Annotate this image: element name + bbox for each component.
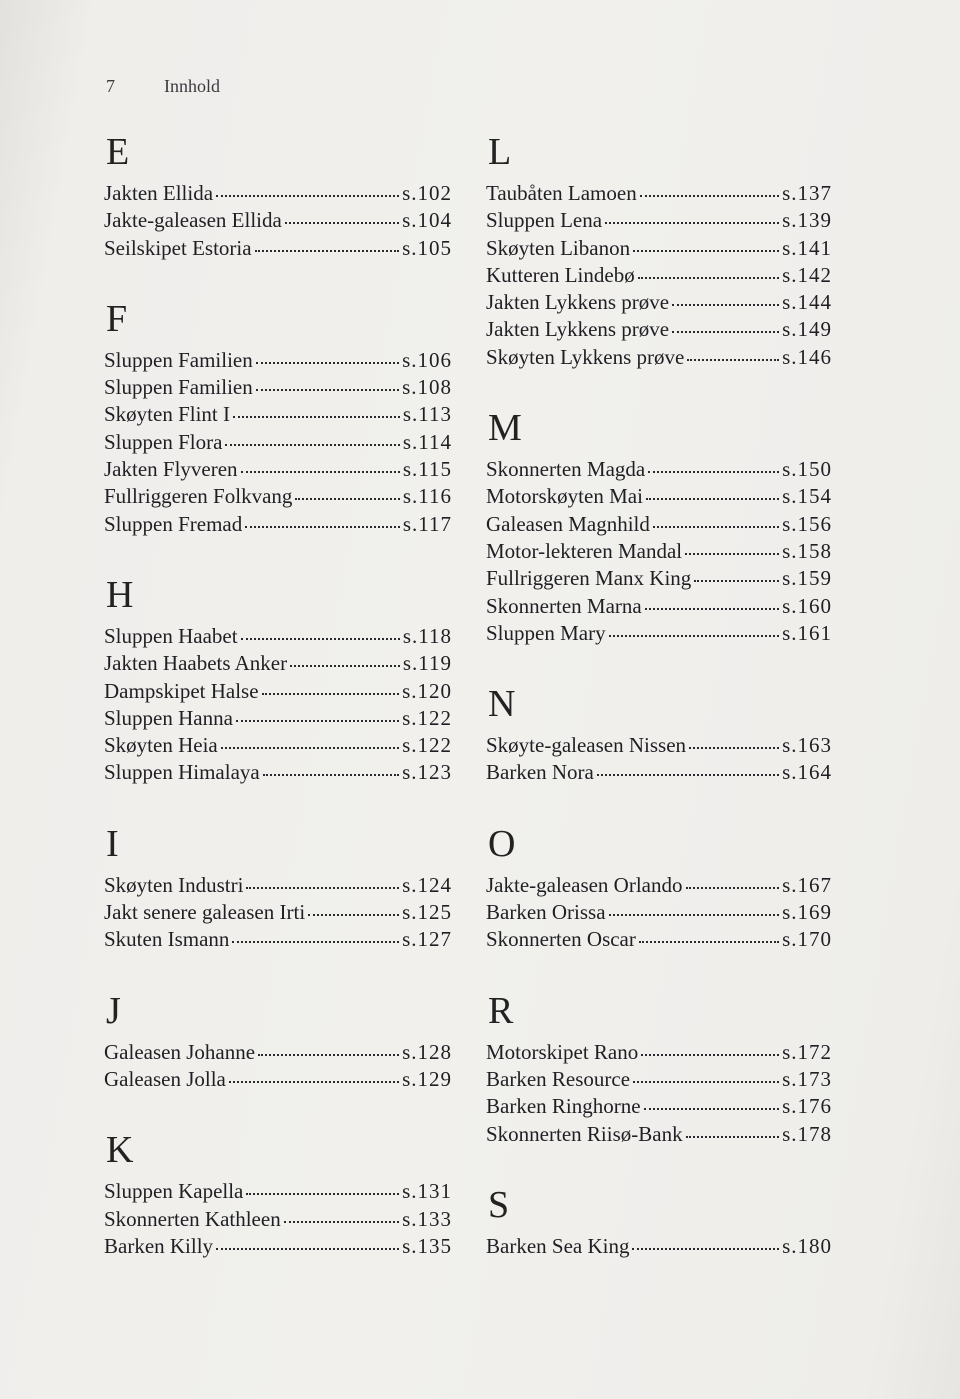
entry-page-ref: s.104 — [402, 208, 452, 233]
entry-name: Barken Nora — [486, 760, 594, 785]
section-letter: N — [488, 683, 516, 726]
entry-page-ref: s.102 — [402, 181, 452, 205]
dot-leader — [246, 887, 399, 889]
entry-page-ref: s.137 — [782, 181, 832, 205]
dot-leader — [639, 941, 779, 943]
entry-name: Skonnerten Riisø-Bank — [486, 1121, 683, 1146]
entry-page-ref: s.127 — [402, 927, 452, 952]
index-entry — [104, 180, 452, 207]
dot-leader — [216, 195, 399, 197]
dot-leader — [241, 471, 400, 473]
section-letter: E — [106, 131, 130, 173]
section-letter: L — [488, 131, 512, 173]
index-entry — [104, 401, 452, 428]
index-entry — [104, 511, 452, 538]
index-entry — [104, 429, 452, 456]
entry-name: Barken Ringhorne — [486, 1094, 641, 1119]
index-section — [486, 1181, 832, 1260]
section-gap — [486, 954, 832, 987]
entry-page-ref: s.158 — [782, 538, 832, 563]
entry-list — [104, 347, 452, 538]
entry-name: Skøyten Lykkens prøve — [486, 344, 685, 369]
index-section — [104, 987, 452, 1094]
entry-name: Sluppen Himalaya — [104, 760, 260, 785]
entry-page-ref: s.122 — [402, 705, 452, 730]
entry-page-ref: s.149 — [782, 317, 832, 342]
entry-name: Skøyte-galeasen Nissen — [486, 733, 687, 758]
dot-leader — [632, 1248, 779, 1250]
entry-page-ref: s.128 — [402, 1039, 452, 1064]
section-gap — [104, 787, 452, 820]
entry-name: Galeasen Johanne — [104, 1039, 256, 1064]
entry-name: Sluppen Flora — [104, 429, 223, 454]
entry-page-ref: s.159 — [782, 566, 832, 591]
dot-leader — [233, 416, 400, 418]
dot-leader — [640, 195, 779, 197]
entry-page-ref: s.122 — [402, 733, 452, 758]
entry-name: Skonnerten Oscar — [486, 927, 636, 952]
dot-leader — [605, 222, 779, 224]
dot-leader — [295, 498, 399, 500]
dot-leader — [685, 553, 779, 555]
index-entry — [486, 1039, 832, 1066]
index-entry — [486, 235, 832, 262]
entry-list — [104, 1178, 452, 1260]
entry-page-ref: s.167 — [782, 872, 832, 897]
header-title: Innhold — [164, 76, 220, 96]
entry-page-ref: s.141 — [782, 235, 832, 260]
section-gap — [104, 954, 452, 987]
dot-leader — [641, 1054, 779, 1056]
entry-page-ref: s.106 — [402, 347, 452, 372]
index-entry — [104, 207, 452, 234]
dot-leader — [689, 747, 779, 749]
entry-page-ref: s.139 — [782, 208, 832, 233]
entry-page-ref: s.116 — [402, 484, 452, 509]
dot-leader — [694, 580, 779, 582]
section-gap — [486, 371, 832, 404]
section-letter: M — [488, 407, 522, 450]
index-section — [486, 404, 832, 647]
entry-name: Sluppen Lena — [486, 208, 603, 233]
entry-page-ref: s.108 — [402, 375, 452, 400]
entry-name: Sluppen Haabet — [104, 623, 238, 648]
entry-name: Barken Resource — [486, 1066, 631, 1091]
entry-list — [486, 1039, 832, 1148]
entry-page-ref: s.113 — [402, 402, 452, 427]
index-section — [104, 295, 452, 538]
entry-page-ref: s.119 — [402, 651, 452, 676]
entry-page-ref: s.180 — [782, 1233, 832, 1258]
index-entry — [104, 650, 452, 677]
entry-list — [104, 872, 452, 954]
entry-name: Jakte-galeasen Orlando — [486, 872, 683, 897]
index-entry — [486, 262, 832, 289]
entry-list — [104, 1039, 452, 1094]
dot-leader — [255, 250, 399, 252]
entry-name: Skuten Ismann — [104, 927, 230, 952]
entry-page-ref: s.129 — [402, 1066, 452, 1091]
index-entry — [486, 1121, 832, 1148]
index-entry — [104, 347, 452, 374]
entry-name: Motorskøyten Mai — [486, 484, 643, 509]
index-section — [486, 128, 832, 371]
entry-page-ref: s.154 — [782, 484, 832, 509]
entry-name: Jakten Ellida — [104, 181, 214, 205]
index-entry — [104, 1178, 452, 1205]
entry-list — [486, 1233, 832, 1260]
entry-list — [486, 732, 832, 787]
entry-page-ref: s.105 — [402, 235, 452, 260]
section-gap — [486, 1148, 832, 1181]
dot-leader — [285, 222, 399, 224]
section-letter: F — [106, 297, 128, 340]
index-entry — [104, 1233, 452, 1260]
entry-name: Skonnerten Magda — [486, 457, 646, 482]
index-section — [486, 987, 832, 1148]
index-entry — [104, 623, 452, 650]
dot-leader — [256, 389, 399, 391]
dot-leader — [638, 277, 779, 279]
dot-leader — [284, 1221, 399, 1223]
entry-name: Barken Killy — [104, 1233, 214, 1258]
entry-name: Skøyten Industri — [104, 872, 244, 897]
index-entry — [486, 759, 832, 786]
entry-name: Galeasen Jolla — [104, 1066, 226, 1091]
dot-leader — [232, 941, 399, 943]
entry-list — [104, 623, 452, 787]
section-letter: R — [488, 989, 514, 1032]
entry-list — [486, 872, 832, 954]
index-entry — [104, 456, 452, 483]
entry-page-ref: s.164 — [782, 760, 832, 785]
entry-page-ref: s.144 — [782, 290, 832, 315]
section-gap — [104, 1093, 452, 1126]
entry-page-ref: s.117 — [402, 511, 452, 536]
entry-list — [104, 180, 452, 262]
index-entry — [486, 511, 832, 538]
entry-name: Fullriggeren Manx King — [486, 566, 692, 591]
entry-name: Galeasen Magnhild — [486, 511, 650, 536]
entry-page-ref: s.163 — [782, 733, 832, 758]
entry-name: Sluppen Familien — [104, 347, 253, 372]
index-entry — [104, 1039, 452, 1066]
section-letter: S — [488, 1183, 510, 1226]
index-entry — [486, 593, 832, 620]
entry-name: Barken Orissa — [486, 900, 606, 925]
dot-leader — [290, 665, 400, 667]
index-column-right — [486, 128, 832, 1260]
section-letter: H — [106, 573, 134, 616]
entry-page-ref: s.131 — [402, 1179, 452, 1204]
entry-name: Jakte-galeasen Ellida — [104, 208, 282, 233]
dot-leader — [597, 774, 779, 776]
index-entry — [486, 872, 832, 899]
dot-leader — [672, 331, 779, 333]
dot-leader — [609, 914, 780, 916]
index-entry — [104, 732, 452, 759]
section-gap — [104, 262, 452, 295]
entry-page-ref: s.172 — [782, 1039, 832, 1064]
index-entry — [104, 759, 452, 786]
index-section — [104, 571, 452, 787]
entry-name: Sluppen Hanna — [104, 705, 233, 730]
index-section — [104, 820, 452, 954]
entry-page-ref: s.115 — [402, 457, 452, 482]
index-entry — [486, 1093, 832, 1120]
dot-leader — [216, 1248, 399, 1250]
index-entry — [486, 344, 832, 371]
entry-page-ref: s.160 — [782, 593, 832, 618]
dot-leader — [245, 526, 400, 528]
dot-leader — [686, 887, 780, 889]
entry-page-ref: s.169 — [782, 900, 832, 925]
index-entry — [486, 926, 832, 953]
index-entry — [486, 1233, 832, 1260]
index-entry — [486, 538, 832, 565]
index-section — [104, 128, 452, 262]
index-entry — [486, 180, 832, 207]
index-entry — [104, 926, 452, 953]
dot-leader — [308, 914, 399, 916]
dot-leader — [246, 1193, 399, 1195]
entry-list — [486, 456, 832, 647]
entry-name: Sluppen Familien — [104, 375, 253, 400]
entry-name: Sluppen Fremad — [104, 511, 243, 536]
section-gap — [486, 647, 832, 680]
entry-name: Fullriggeren Folkvang — [104, 484, 293, 509]
dot-leader — [241, 638, 400, 640]
entry-page-ref: s.170 — [782, 927, 832, 952]
section-letter: O — [488, 822, 516, 865]
dot-leader — [256, 362, 399, 364]
entry-name: Motorskipet Rano — [486, 1039, 639, 1064]
entry-name: Dampskipet Halse — [104, 678, 259, 703]
entry-name: Taubåten Lamoen — [486, 181, 637, 205]
entry-name: Skonnerten Marna — [486, 593, 642, 618]
dot-leader — [653, 526, 779, 528]
dot-leader — [229, 1081, 399, 1083]
index-entry — [104, 872, 452, 899]
index-entry — [104, 678, 452, 705]
index-entry — [104, 899, 452, 926]
entry-name: Seilskipet Estoria — [104, 235, 252, 260]
dot-leader — [225, 444, 399, 446]
index-entry — [104, 1066, 452, 1093]
entry-page-ref: s.150 — [782, 457, 832, 482]
index-entry — [104, 235, 452, 262]
index-section — [486, 680, 832, 787]
dot-leader — [672, 304, 779, 306]
section-letter: K — [106, 1129, 134, 1172]
entry-name: Jakten Flyveren — [104, 457, 238, 482]
section-gap — [104, 538, 452, 571]
entry-name: Skøyten Heia — [104, 733, 218, 758]
entry-page-ref: s.125 — [402, 900, 452, 925]
entry-page-ref: s.135 — [402, 1233, 452, 1258]
dot-leader — [258, 1054, 399, 1056]
section-gap — [486, 787, 832, 820]
entry-page-ref: s.124 — [402, 872, 452, 897]
dot-leader — [236, 720, 399, 722]
entry-name: Jakten Haabets Anker — [104, 651, 288, 676]
index-section — [104, 1126, 452, 1260]
index-section — [486, 820, 832, 954]
index-entry — [104, 483, 452, 510]
entry-page-ref: s.120 — [402, 678, 452, 703]
index-entry — [486, 456, 832, 483]
entry-name: Jakten Lykkens prøve — [486, 290, 670, 315]
dot-leader — [262, 693, 400, 695]
page-header — [106, 76, 220, 97]
entry-name: Barken Sea King — [486, 1233, 630, 1258]
entry-page-ref: s.173 — [782, 1066, 832, 1091]
entry-name: Skonnerten Kathleen — [104, 1206, 281, 1231]
entry-page-ref: s.146 — [782, 344, 832, 369]
entry-page-ref: s.133 — [402, 1206, 452, 1231]
entry-name: Sluppen Mary — [486, 620, 606, 645]
index-entry — [486, 732, 832, 759]
dot-leader — [263, 774, 399, 776]
index-entry — [486, 620, 832, 647]
dot-leader — [646, 498, 779, 500]
index-entry — [486, 565, 832, 592]
page-number: 7 — [106, 76, 115, 96]
entry-page-ref: s.176 — [782, 1094, 832, 1119]
section-letter: J — [106, 989, 121, 1032]
dot-leader — [644, 1108, 780, 1110]
dot-leader — [686, 1136, 779, 1138]
index-entry — [104, 705, 452, 732]
entry-name: Skøyten Flint I — [104, 402, 231, 427]
entry-page-ref: s.178 — [782, 1121, 832, 1146]
entry-name: Skøyten Libanon — [486, 235, 631, 260]
entry-name: Jakt senere galeasen Irti — [104, 900, 306, 925]
entry-page-ref: s.161 — [782, 620, 832, 645]
index-entry — [486, 899, 832, 926]
entry-page-ref: s.142 — [782, 262, 832, 287]
entry-name: Sluppen Kapella — [104, 1179, 244, 1204]
index-entry — [104, 1206, 452, 1233]
dot-leader — [687, 359, 779, 361]
index-entry — [486, 483, 832, 510]
entry-page-ref: s.123 — [402, 760, 452, 785]
dot-leader — [645, 608, 779, 610]
entry-name: Jakten Lykkens prøve — [486, 317, 670, 342]
index-entry — [486, 316, 832, 343]
section-letter: I — [106, 822, 119, 865]
entry-page-ref: s.118 — [402, 623, 452, 648]
index-column-left — [104, 128, 452, 1260]
entry-page-ref: s.156 — [782, 511, 832, 536]
entry-name: Motor-lekteren Mandal — [486, 538, 683, 563]
entry-name: Kutteren Lindebø — [486, 262, 635, 287]
dot-leader — [633, 1081, 779, 1083]
dot-leader — [609, 635, 779, 637]
index-entry — [104, 374, 452, 401]
entry-list — [486, 180, 832, 371]
dot-leader — [648, 471, 779, 473]
index-entry — [486, 1066, 832, 1093]
dot-leader — [633, 250, 779, 252]
entry-page-ref: s.114 — [402, 429, 452, 454]
index-entry — [486, 289, 832, 316]
dot-leader — [221, 747, 399, 749]
index-entry — [486, 207, 832, 234]
